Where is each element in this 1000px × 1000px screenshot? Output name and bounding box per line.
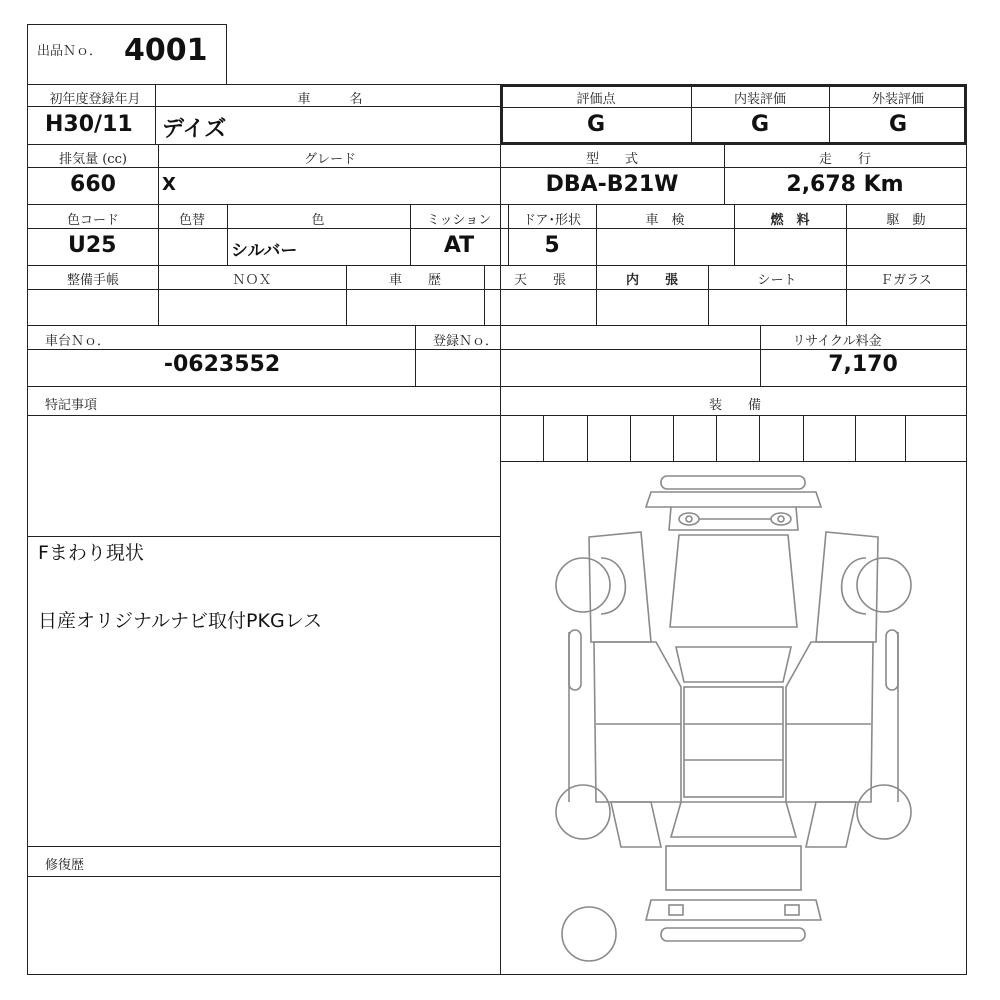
grade-label: グレード (303, 152, 357, 167)
color-code-label: 色コード (66, 213, 120, 228)
remark-note-navi: 日産オリジナルナビ取付PKGレス (38, 610, 323, 632)
chassis-number-value: -0623552 (163, 352, 281, 377)
evaluation-score-value: G (586, 112, 606, 137)
car-name-label: 車 名 (297, 92, 363, 107)
remark-note-front: Fまわり現状 (38, 542, 144, 564)
seat-label: シート (757, 273, 797, 288)
model-label: 型 式 (585, 152, 639, 167)
repaint-label: 色替 (178, 213, 206, 228)
car-name-value: デイズ (162, 117, 227, 142)
first-registration-label: 初年度登録年月 (49, 92, 141, 107)
nox-label: ＮＯＸ (232, 273, 272, 288)
registration-number-label: 登録Ｎｏ． (433, 334, 499, 349)
inspection-label: 車 検 (645, 213, 685, 228)
interior-rating-label: 内装評価 (733, 92, 787, 107)
lot-number-label: 出品Ｎｏ． (37, 44, 103, 59)
door-shape-label: ドア･形状 (522, 213, 582, 228)
recycle-fee-label: リサイクル料金 (792, 334, 882, 349)
mileage-value: 2,678 Km (786, 172, 904, 197)
displacement-label: 排気量 (cc) (59, 152, 127, 167)
mission-label: ミッション (426, 213, 492, 228)
displacement-value: 660 (70, 172, 116, 197)
interior-rating-value: G (750, 112, 770, 137)
equipment-label: 装 備 (708, 398, 762, 413)
vehicle-history-label: 車 歴 (388, 273, 442, 288)
mileage-label: 走 行 (818, 152, 872, 167)
lot-number: 4001 (124, 33, 208, 68)
color-label: 色 (311, 213, 325, 228)
exterior-rating-label: 外装評価 (871, 92, 925, 107)
fuel-label: 燃 料 (770, 213, 810, 228)
front-glass-label: Ｆガラス (880, 273, 932, 288)
interior-trim-label: 内 張 (625, 273, 679, 288)
door-shape-value: 5 (544, 233, 560, 258)
special-notes-label: 特記事項 (45, 398, 98, 413)
evaluation-score-label: 評価点 (576, 92, 616, 107)
maintenance-record-label: 整備手帳 (66, 273, 120, 288)
mission-value: AT (443, 233, 475, 258)
car-body-diagram-icon (501, 462, 966, 974)
drive-label: 駆 動 (886, 213, 926, 228)
grade-value: X (162, 174, 176, 195)
model-value: DBA-B21W (545, 172, 679, 197)
recycle-fee-value: 7,170 (828, 352, 898, 377)
roof-lining-label: 天 張 (513, 273, 567, 288)
repair-history-label: 修復歴 (45, 858, 85, 873)
exterior-rating-value: G (888, 112, 908, 137)
chassis-number-label: 車台Ｎｏ． (45, 334, 111, 349)
first-registration-value: H30/11 (45, 112, 133, 137)
color-value: シルバー (231, 241, 298, 261)
color-code-value: U25 (68, 233, 117, 258)
